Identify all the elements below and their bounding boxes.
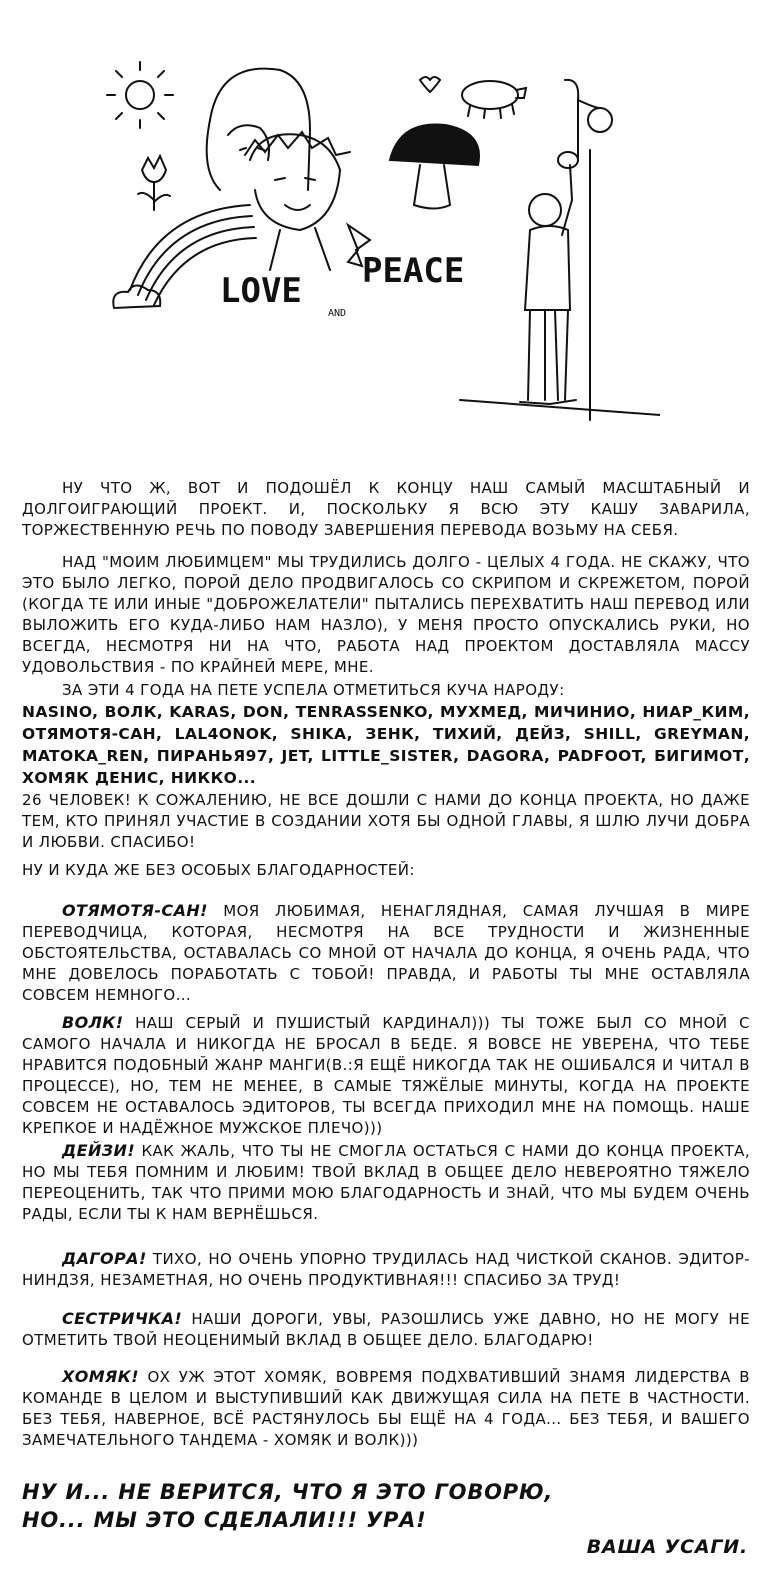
- thanks-dagora: [22, 1248, 750, 1291]
- closing-line-2: НО... МЫ ЭТО СДЕЛАЛИ!!! УРА!: [22, 1508, 427, 1532]
- paragraph-intro: [22, 478, 750, 541]
- paragraph-1: НУ ЧТО Ж, ВОТ И ПОДОШЁЛ К КОНЦУ НАШ САМЫЙ МАСШТАБНЫЙ И ДОЛГОИГРАЮЩИЙ ПРОЕКТ. И, ПОСКОЛЬКУ Я ВСЮ ЭТУ КАШУ ЗАВАРИЛА, ТОРЖЕСТВЕННУЮ РЕЧЬ ПО ПОВОДУ ЗАВЕРШЕНИЯ ПЕРЕВОДА ВОЗЬМУ НА СЕБЯ.: [22, 479, 750, 539]
- tulip-icon: [138, 156, 170, 210]
- thanks-otyamotya: [22, 900, 750, 1006]
- paragraph-2: НАД "МОИМ ЛЮБИМЦЕМ" МЫ ТРУДИЛИСЬ ДОЛГО - ЦЕЛЫХ 4 ГОДА. НЕ СКАЖУ, ЧТО ЭТО БЫЛО ЛЕГКО, ПОРОЙ ДЕЛО ПРОДВИГАЛОСЬ СО СКРИПОМ И СКРЕЖЕТОМ, ПОРОЙ (КОГДА ТЕ ИЛИ ИНЫЕ "ДОБРОЖЕЛАТЕЛИ" ПЫТАЛИСЬ ПЕРЕХВАТИТЬ НАШ ПЕРЕВОД ИЛИ ВЫЛОЖИТЬ ЕГО КУДА-ЛИБО НАМ НАЗЛО), У МЕНЯ ПРОСТО ОПУСКАЛИСЬ РУКИ, НО ВСЕГДА, НЕСМОТРЯ НИ НА ЧТО, РАБОТА НАД ПРОЕКТОМ ДОСТАВЛЯЛА МАССУ УДОВОЛЬСТВИЯ - ПО КРАЙНЕЙ МЕРЕ, МНЕ.: [22, 553, 750, 676]
- team-names-list: NASINO, ВОЛК, KARAS, DON, TENRASSENKO, МУХМЕД, МИЧИНИО, НИАР_КИМ, ОТЯМОТЯ-САН, LAL4ONOK, SHIKA, ЗЕНК, ТИХИЙ, ДЕЙЗ, SHILL, GREYMAN, MATOKA_REN, ПИРАНЬЯ97, JET, LITTLE_SISTER, DAGORA, PADFOOT, БИГИМОТ, ХОМЯК ДЕНИС, НИККО...: [22, 703, 750, 787]
- mushroom-icon: [390, 124, 479, 208]
- peace-word: PEACE: [362, 251, 465, 291]
- paragraph-history: [22, 552, 750, 678]
- closing-line-1: НУ И... НЕ ВЕРИТСЯ, ЧТО Я ЭТО ГОВОРЮ,: [22, 1480, 554, 1504]
- paragraph-count: [22, 790, 750, 853]
- boy-character-drawing: [245, 132, 370, 270]
- signature: ВАША УСАГИ.: [586, 1536, 748, 1558]
- thanks-name: ХОМЯК!: [62, 1367, 139, 1386]
- paragraph-4: 26 ЧЕЛОВЕК! К СОЖАЛЕНИЮ, НЕ ВСЕ ДОШЛИ С НАМИ ДО КОНЦА ПРОЕКТА, НО ДАЖЕ ТЕМ, КТО ПРИНЯЛ УЧАСТИЕ В СОЗДАНИИ ХОТЯ БЫ ОДНОЙ ГЛАВЫ, Я ШЛЮ ЛУЧИ ДОБРА И ЛЮБВИ. СПАСИБО!: [22, 791, 750, 851]
- paragraph-3-intro: ЗА ЭТИ 4 ГОДА НА ПЕТЕ УСПЕЛА ОТМЕТИТЬСЯ КУЧА НАРОДУ:: [62, 681, 565, 699]
- sun-icon: [107, 62, 173, 128]
- thanks-text: МОЯ ЛЮБИМАЯ, НЕНАГЛЯДНАЯ, САМАЯ ЛУЧШАЯ В МИРЕ ПЕРЕВОДЧИЦА, КОТОРАЯ, НЕСМОТРЯ НА ВСЕ ТРУДНОСТИ И ЖИЗНЕННЫЕ ОБСТОЯТЕЛЬСТВА, ОСТАВАЛАСЬ СО МНОЙ ОТ НАЧАЛА ДО КОНЦА, Я ОЧЕНЬ РАДА, ЧТО МНЕ ДОВЕЛОСЬ ПОРАБОТАТЬ С ТОБОЙ! ПРАВДА, И РАБОТЫ ТЫ МНЕ ОСТАВЛЯЛА СОВСЕМ НЕМНОГО...: [22, 902, 750, 1004]
- thanks-deizi: [22, 1140, 750, 1225]
- thanks-text: ТИХО, НО ОЧЕНЬ УПОРНО ТРУДИЛАСЬ НАД ЧИСТКОЙ СКАНОВ. ЭДИТОР-НИНДЗЯ, НЕЗАМЕТНАЯ, НО ОЧЕНЬ ПРОДУКТИВНАЯ!!! СПАСИБО ЗА ТРУД!: [22, 1250, 750, 1289]
- standing-boy-drawing: [460, 150, 660, 420]
- love-and-peace-illustration: [100, 40, 660, 440]
- thanks-text: КАК ЖАЛЬ, ЧТО ТЫ НЕ СМОГЛА ОСТАТЬСЯ С НАМИ ДО КОНЦА ПРОЕКТА, НО МЫ ТЕБЯ ПОМНИМ И ЛЮБИМ! ТВОЙ ВКЛАД В ОБЩЕЕ ДЕЛО НЕВЕРОЯТНО ТЯЖЕЛО ПЕРЕОЦЕНИТЬ, ТАК ЧТО ПРИМИ МОЮ БЛАГОДАРНОСТЬ И ЗНАЙ, ЧТО МЫ БУДЕМ ОЧЕНЬ РАДЫ, ЕСЛИ ТЫ К НАМ ВЕРНЁШЬСЯ.: [22, 1142, 751, 1223]
- thanks-sestrichka: [22, 1308, 750, 1351]
- thanks-name: ДАГОРА!: [62, 1249, 147, 1268]
- thanks-volk: [22, 1012, 750, 1139]
- thanks-name: ВОЛК!: [62, 1013, 124, 1032]
- thanks-khomyak: [22, 1366, 750, 1451]
- thanks-text: НАШИ ДОРОГИ, УВЫ, РАЗОШЛИСЬ УЖЕ ДАВНО, НО НЕ МОГУ НЕ ОТМЕТИТЬ ТВОЙ НЕОЦЕНИМЫЙ ВКЛАД В ОБЩЕЕ ДЕЛО. БЛАГОДАРЮ!: [22, 1310, 750, 1349]
- and-word: AND: [328, 308, 347, 319]
- thanks-text: ОХ УЖ ЭТОТ ХОМЯК, ВОВРЕМЯ ПОДХВАТИВШИЙ ЗНАМЯ ЛИДЕРСТВА В КОМАНДЕ В ЦЕЛОМ И ВЫСТУПИВШИЙ КАК ДВИЖУЩАЯ СИЛА НА ПЕТЕ В ЧАСТНОСТИ. БЕЗ ТЕБЯ, НАВЕРНОЕ, ВСЁ РАСТЯНУЛОСЬ БЫ ЕЩЁ НА 4 ГОДА... БЕЗ ТЕБЯ, И ВАШЕГО ЗАМЕЧАТЕЛЬНОГО ТАНДЕМА - ХОМЯК И ВОЛК))): [22, 1368, 750, 1449]
- thanks-name: ДЕЙЗИ!: [62, 1141, 136, 1160]
- love-word: LOVE: [220, 271, 302, 311]
- woman-character-drawing: [207, 69, 310, 190]
- paragraph-special-thanks-intro: [22, 860, 750, 881]
- paragraph-5: НУ И КУДА ЖЕ БЕЗ ОСОБЫХ БЛАГОДАРНОСТЕЙ:: [22, 861, 415, 879]
- paragraph-team: [22, 680, 750, 789]
- thanks-name: ОТЯМОТЯ-САН!: [62, 901, 208, 920]
- pig-icon: [420, 77, 526, 118]
- thanks-name: СЕСТРИЧКА!: [62, 1309, 183, 1328]
- closing-statement: [22, 1478, 553, 1534]
- music-note-icon: [558, 80, 612, 168]
- thanks-text: НАШ СЕРЫЙ И ПУШИСТЫЙ КАРДИНАЛ))) ТЫ ТОЖЕ БЫЛ СО МНОЙ С САМОГО НАЧАЛА И НИКОГДА НЕ БРОСАЛ В БЕДЕ. Я ВОВСЕ НЕ УВЕРЕНА, ЧТО ТЕБЕ НРАВИТСЯ ПОДОБНЫЙ ЖАНР МАНГИ(В.:Я ЕЩЁ НИКОГДА ТАК НЕ ОШИБАЛСЯ И ЧИТАЛ В ПРОЦЕССЕ), НО, ТЕМ НЕ МЕНЕЕ, В САМЫЕ ТЯЖЁЛЫЕ МИНУТЫ, КОГДА НА ПРОЕКТЕ СОВСЕМ НЕ ОСТАВАЛОСЬ ЭДИТОРОВ, ТЫ ВСЕГДА ПРИХОДИЛ МНЕ НА ПОМОЩЬ. НАШЕ КРЕПКОЕ И НАДЁЖНОЕ МУЖСКОЕ ПЛЕЧО))): [22, 1014, 750, 1137]
